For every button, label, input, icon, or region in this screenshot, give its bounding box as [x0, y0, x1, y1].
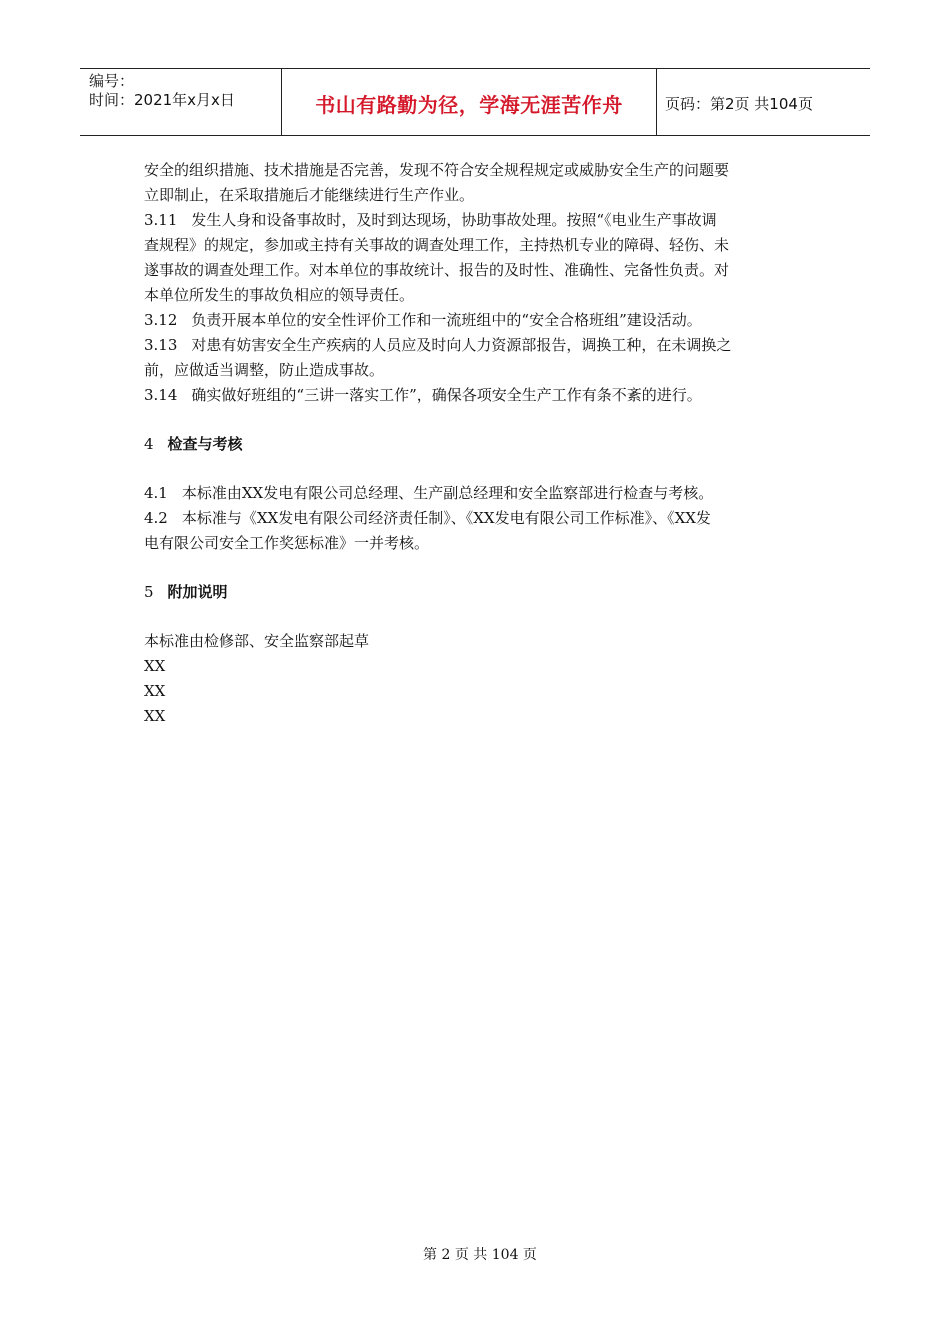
clause-text: 负责开展本单位的安全性评价工作和一流班组中的“安全合格班组”建设活动。 [191, 311, 702, 329]
placeholder-line: XX [144, 682, 166, 700]
page-footer [0, 1244, 950, 1264]
paragraph-line: 前，应做适当调整，防止造成事故。 [144, 361, 385, 379]
clause-number: 4.1 [144, 484, 168, 502]
clause-number: 4.2 [144, 509, 168, 527]
header-page-info-cell [657, 69, 870, 135]
paragraph-line: 电有限公司安全工作奖惩标准》一并考核。 [144, 534, 430, 552]
document-date: 时间：2021年x月x日 [89, 91, 235, 109]
header-motto-cell [282, 69, 657, 135]
clause-number: 3.14 [144, 386, 178, 404]
document-number-label: 编号： [89, 72, 135, 90]
clause-3-13 [144, 333, 814, 358]
section-number: 4 [144, 435, 154, 453]
clause-text: 确实做好班组的“三讲一落实工作”，确保各项安全生产工作有条不紊的进行。 [191, 386, 702, 404]
paragraph-line: 遂事故的调查处理工作。对本单位的事故统计、报告的及时性、准确性、完备性负责。对 [144, 261, 730, 279]
section-title: 附加说明 [167, 583, 228, 601]
clause-3-12 [144, 308, 814, 333]
header-motto: 书山有路勤为径，学海无涯苦作舟 [315, 93, 623, 117]
page-header [80, 68, 870, 136]
clause-3-11 [144, 208, 814, 233]
paragraph-line: 查规程》的规定，参加或主持有关事故的调查处理工作，主持热机专业的障碍、轻伤、未 [144, 236, 730, 254]
placeholder-line: XX [144, 657, 166, 675]
footer-page-number: 第 2 页 共 104 页 [423, 1247, 537, 1263]
clause-4-2 [144, 506, 814, 531]
clause-number: 3.11 [144, 211, 178, 229]
document-body [144, 158, 814, 729]
paragraph-line: 本单位所发生的事故负相应的领导责任。 [144, 286, 415, 304]
section-heading-4 [144, 432, 814, 457]
clause-3-14 [144, 383, 814, 408]
section-title: 检查与考核 [167, 435, 243, 453]
clause-number: 3.12 [144, 311, 178, 329]
clause-4-1 [144, 481, 814, 506]
clause-text: 对患有妨害安全生产疾病的人员应及时向人力资源部报告，调换工种，在未调换之 [191, 336, 732, 354]
placeholder-line: XX [144, 707, 166, 725]
paragraph-line: 安全的组织措施、技术措施是否完善，发现不符合安全规程规定或威胁安全生产的问题要 [144, 161, 730, 179]
section-number: 5 [144, 583, 154, 601]
clause-text: 发生人身和设备事故时，及时到达现场，协助事故处理。按照“《电业生产事故调 [191, 211, 717, 229]
section-heading-5 [144, 580, 814, 605]
header-page-info: 页码：第2页 共104页 [665, 94, 813, 113]
drafted-by-note: 本标准由检修部、安全监察部起草 [144, 632, 370, 650]
clause-text: 本标准由XX发电有限公司总经理、生产副总经理和安全监察部进行检查与考核。 [181, 484, 714, 502]
clause-number: 3.13 [144, 336, 178, 354]
clause-text: 本标准与《XX发电有限公司经济责任制》、《XX发电有限公司工作标准》、《XX发 [181, 509, 711, 527]
paragraph-line: 立即制止，在采取措施后才能继续进行生产作业。 [144, 186, 475, 204]
header-meta [80, 69, 282, 135]
